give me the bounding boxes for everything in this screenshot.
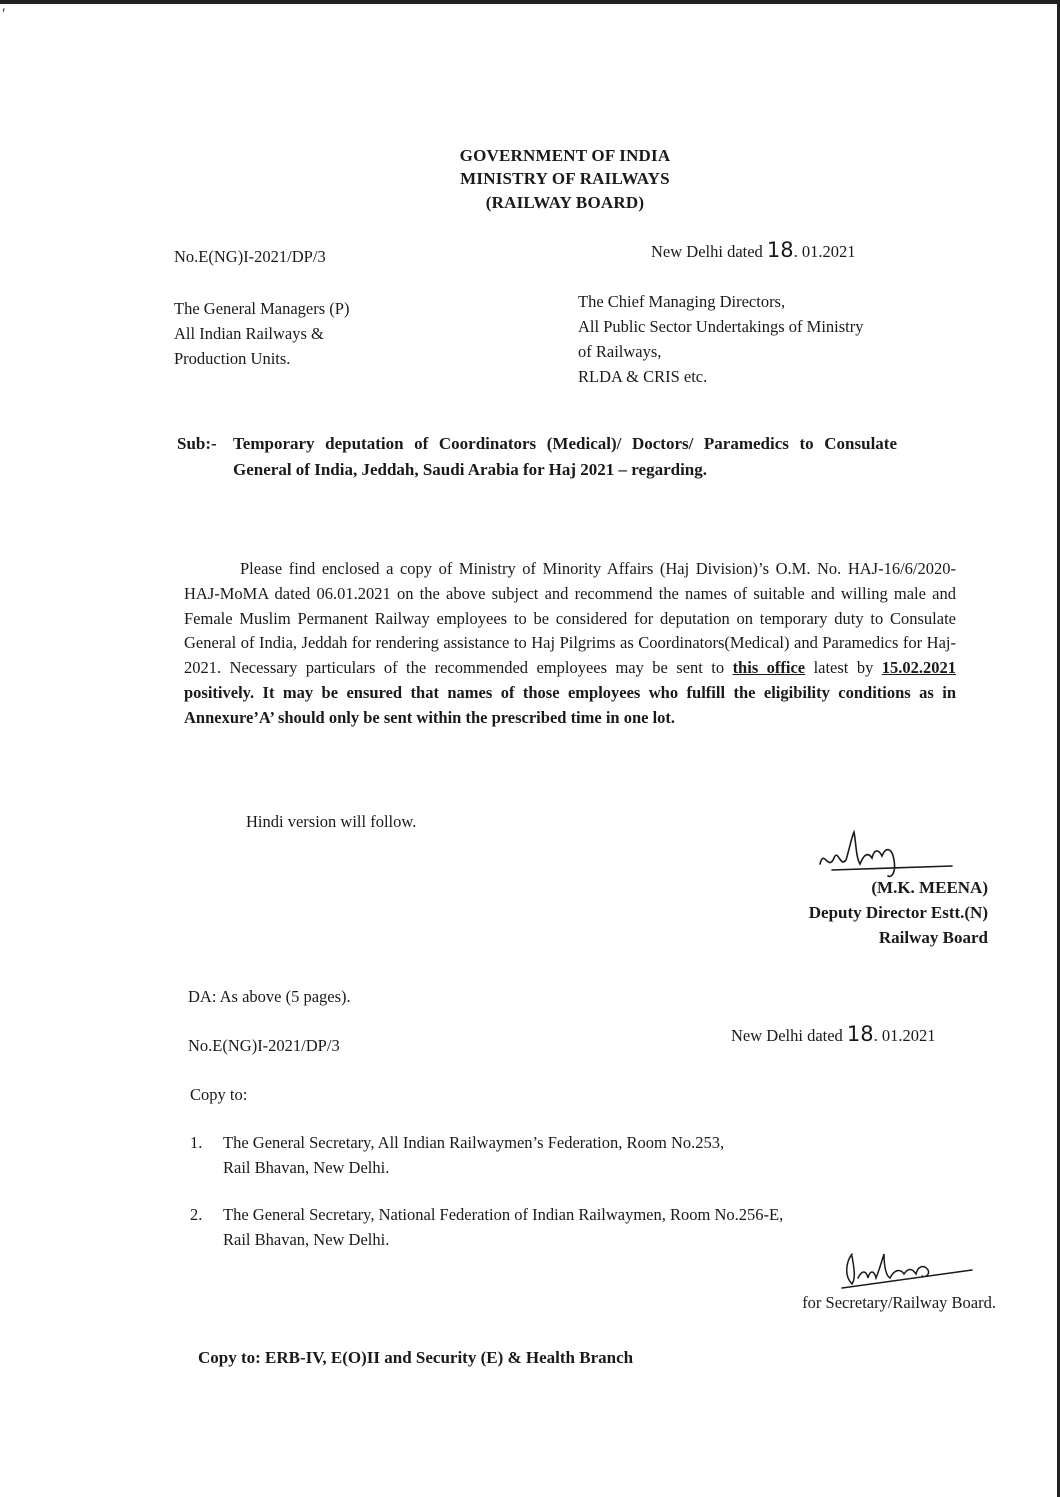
copy-list-line: Rail Bhavan, New Delhi. bbox=[223, 1158, 390, 1177]
signatory-office: Railway Board bbox=[878, 928, 988, 947]
header-ministry: MINISTRY OF RAILWAYS bbox=[460, 169, 670, 188]
for-secretary-line: for Secretary/Railway Board. bbox=[802, 1293, 996, 1312]
subject-label: Sub:- bbox=[177, 434, 217, 453]
addressee-left-line: Production Units. bbox=[174, 349, 291, 368]
addressee-right-line: of Railways, bbox=[578, 342, 662, 361]
copy-list-number: 1. bbox=[190, 1133, 203, 1152]
this-office-link-text: this office bbox=[732, 658, 806, 678]
header-government: GOVERNMENT OF INDIA bbox=[459, 146, 671, 165]
addressee-right-line: The Chief Managing Directors, bbox=[578, 292, 786, 311]
signature-meena bbox=[812, 828, 962, 880]
date-rest: . 01.2021 bbox=[793, 242, 856, 261]
reference-date bbox=[651, 238, 856, 264]
addressee-right bbox=[578, 289, 864, 389]
signatory-name: (M.K. MEENA) bbox=[871, 878, 988, 897]
addressee-left bbox=[174, 296, 349, 371]
copy-list-item bbox=[190, 1130, 980, 1180]
signatory-designation: Deputy Director Estt.(N) bbox=[808, 903, 988, 922]
body-paragraph bbox=[184, 557, 956, 731]
date-rest: . 01.2021 bbox=[873, 1026, 936, 1045]
deadline-date: 15.02.2021 bbox=[881, 658, 956, 678]
addressee-right-line: RLDA & CRIS etc. bbox=[578, 367, 708, 386]
scan-corner-mark: ′ bbox=[2, 6, 6, 23]
subject-text: Temporary deputation of Coordinators (Medical)/ Doctors/ Paramedics to Consulate General of India, Jeddah, Saudi Arabia for Haj 2021 – regarding. bbox=[233, 434, 897, 479]
copy-list-line: The General Secretary, National Federation of Indian Railwaymen, Room No.256-E, bbox=[223, 1205, 784, 1224]
copy-to-label: Copy to: bbox=[190, 1085, 248, 1104]
copy-list-line: The General Secretary, All Indian Railwaymen’s Federation, Room No.253, bbox=[223, 1133, 725, 1152]
date-prefix: New Delhi dated bbox=[651, 242, 767, 261]
signatory-block bbox=[688, 875, 988, 950]
date-day-handwritten: 18 bbox=[846, 1022, 874, 1046]
copy-list-number: 2. bbox=[190, 1205, 203, 1224]
scan-top-edge bbox=[0, 0, 1060, 4]
enclosure-note: DA: As above (5 pages). bbox=[188, 987, 351, 1006]
body-emphasis: positively. It may be ensured that names of those employees who fulfill the eligibility conditions as in Annexure’A’ should only be sent within the prescribed time in one lot. bbox=[184, 682, 956, 727]
copy-list-item bbox=[190, 1202, 980, 1252]
hindi-version-note: Hindi version will follow. bbox=[246, 812, 417, 831]
addressee-left-line: All Indian Railways & bbox=[174, 324, 324, 343]
header-board: (RAILWAY BOARD) bbox=[485, 193, 645, 212]
date-prefix: New Delhi dated bbox=[731, 1026, 847, 1045]
reference-date-copy bbox=[731, 1022, 936, 1048]
body-text-mid: latest by bbox=[805, 658, 882, 678]
body-text: Please find enclosed a copy of Ministry of Minority Affairs (Haj Division)’s O.M. No. HAJ-16/6/2020-HAJ-MoMA dated 06.01.2021 on the above subject and recommend the names of suitable and willing male and Female Muslim Permanent Railway employees to be considered for deputation on temporary duty to Consulate General of India, Jeddah for rendering assistance to Haj Pilgrims as Coordinators(Medical) and Paramedics for Haj-2021. Necessary particulars of the recommended employees may be sent to bbox=[184, 559, 956, 678]
date-day-handwritten: 18 bbox=[766, 238, 794, 262]
copy-to-branches: Copy to: ERB-IV, E(O)II and Security (E) & Health Branch bbox=[198, 1348, 634, 1367]
subject-block bbox=[177, 431, 897, 483]
copy-list-line: Rail Bhavan, New Delhi. bbox=[223, 1230, 390, 1249]
addressee-left-line: The General Managers (P) bbox=[174, 299, 350, 318]
addressee-right-line: All Public Sector Undertakings of Ministry bbox=[578, 317, 864, 336]
signature-for-secretary bbox=[822, 1248, 978, 1294]
reference-number: No.E(NG)I-2021/DP/3 bbox=[174, 247, 326, 266]
reference-number-copy: No.E(NG)I-2021/DP/3 bbox=[188, 1036, 340, 1055]
